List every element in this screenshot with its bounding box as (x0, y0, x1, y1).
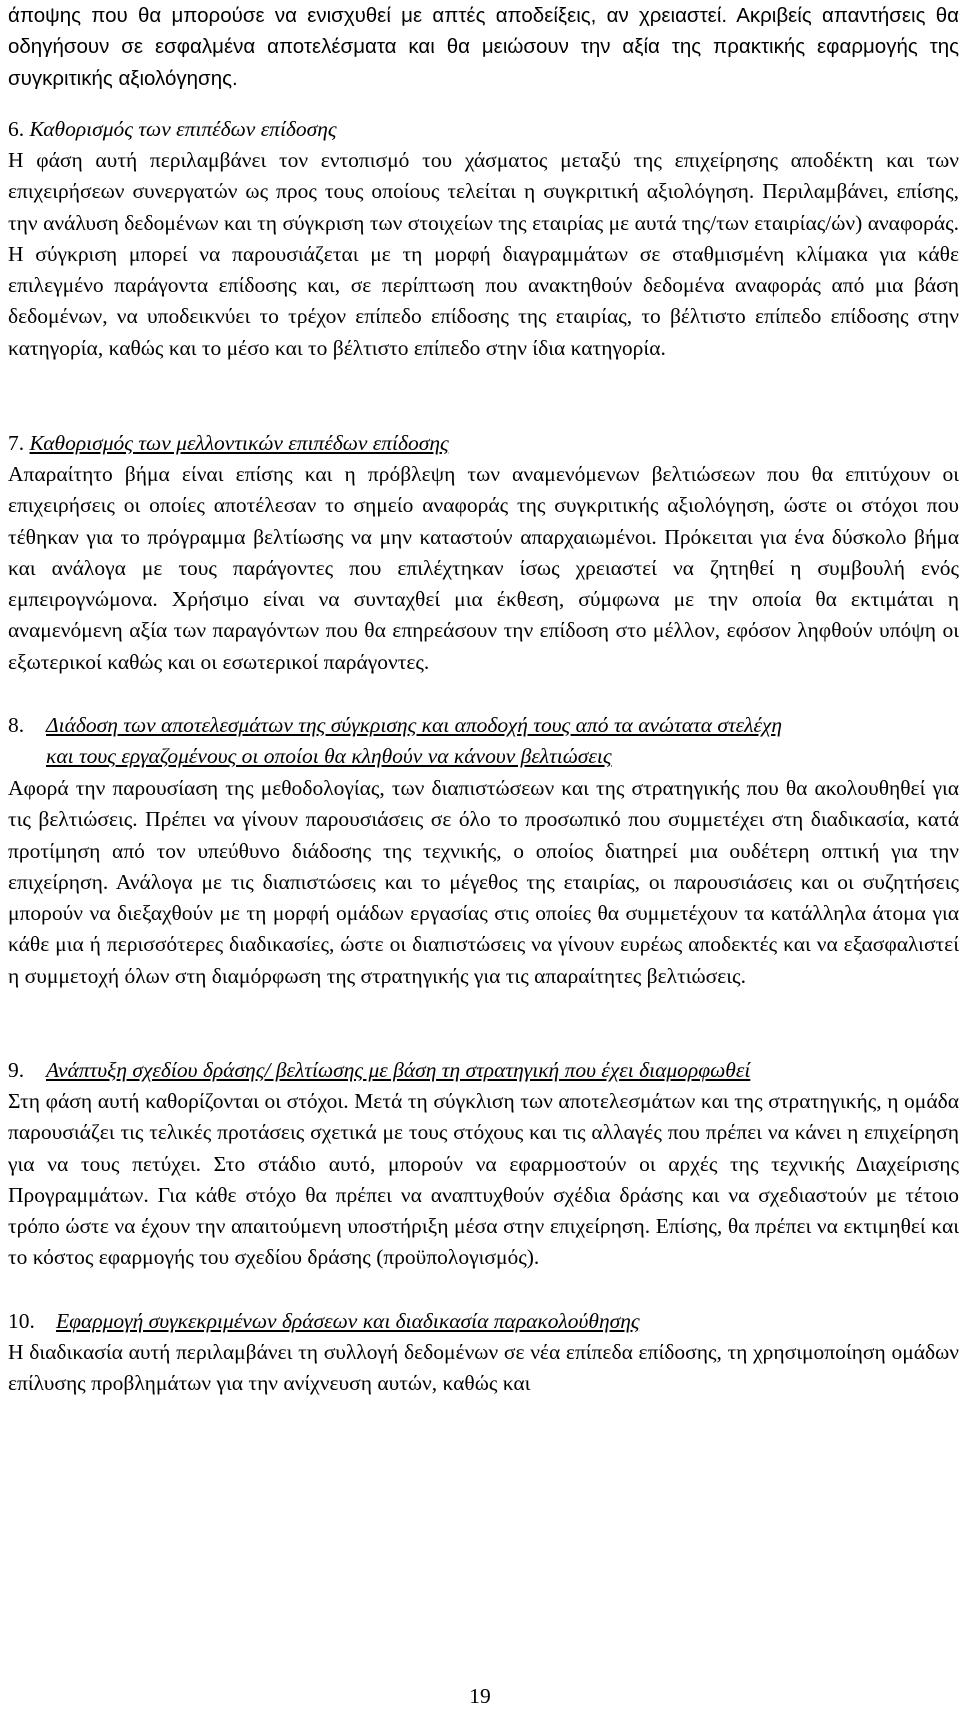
section-title: Καθορισμός των μελλοντικών επιπέδων επίδοσης (29, 431, 449, 455)
section-6-body: Η φάση αυτή περιλαμβάνει τον εντοπισμό του χάσματος μεταξύ της επιχείρησης αποδέκτη και των επιχειρήσεων συνεργατών ως προς τους οποίους τελείται η συγκριτική αξιολόγηση. Περιλαμβάνει, επίσης, την ανάλυση δεδομένων και τη σύγκριση των στοιχείων της εταιρίας με αυτά της/των εταιρίας/ών) αναφοράς. Η σύγκριση μπορεί να παρουσιάζεται με τη μορφή διαγραμμάτων σε σταθμισμένη κλίμακα για κάθε επιλεγμένο παράγοντα επίδοσης και, σε περίπτωση που ανακτηθούν δεδομένα αναφοράς από μια βάση δεδομένων, να υποδεικνύει το τρέχον επίπεδο επίδοσης της εταιρίας, το βέλτιστο επίπεδο επίδοσης στην κατηγορία, καθώς και το μέσο και το βέλτιστο επίπεδο στην ίδια κατηγορία. (8, 148, 959, 360)
section-10-body: Η διαδικασία αυτή περιλαμβάνει τη συλλογή δεδομένων σε νέα επίπεδα επίδοσης, τη χρησιμοποίηση ομάδων επίλυσης προβλημάτων για την ανίχνευση αυτών, καθώς και (8, 1340, 959, 1396)
section-number: 8. (8, 713, 25, 737)
section-8-heading-line-1 (8, 713, 782, 737)
section-number: 10. (8, 1309, 35, 1333)
section-8-body: Αφορά την παρουσίαση της μεθοδολογίας, των διαπιστώσεων και της στρατηγικής που θα ακολουθηθεί για τις βελτιώσεις. Πρέπει να γίνουν παρουσιάσεις σε όλο το προσωπικό που συμμετέχει στη διαδικασία, κατά προτίμηση από τον υπεύθυνο διάδοσης της τεχνικής, ο οποίος διατηρεί μια ουδέτερη οπτική για την επιχείρηση. Ανάλογα με τις διαπιστώσεις και το μέγεθος της εταιρίας, οι παρουσιάσεις και οι συζητήσεις μπορούν να διεξαχθούν με τη μορφή ομάδων εργασίας στις οποίες θα συμμετέχουν τα κατάλληλα άτομα για κάθε μια ή περισσότερες διαδικασίες, ώστε οι διαπιστώσεις να γίνουν ευρέως αποδεκτές και να εξασφαλιστεί η συμμετοχή όλων στη διαμόρφωση της στρατηγικής για τις απαραίτητες βελτιώσεις. (8, 776, 959, 988)
section-7-body: Απαραίτητο βήμα είναι επίσης και η πρόβλεψη των αναμενόμενων βελτιώσεων που θα επιτύχουν οι επιχειρήσεις οι οποίες αποτέλεσαν το σημείο αναφοράς της συγκριτικής αξιολόγηση, ώστε οι στόχοι που τέθηκαν για το πρόγραμμα βελτίωσης να μην καταστούν απαρχαιωμένοι. Πρόκειται για ένα δύσκολο βήμα και ανάλογα με τους παράγοντες που επιλέχτηκαν ίσως χρειαστεί να ζητηθεί η συμβουλή ενός εμπειρογνώμονα. Χρήσιμο είναι να συνταχθεί μια έκθεση, σύμφωνα με την οποία θα εκτιμάται η αναμενόμενη αξία των παραγόντων που θα επηρεάσουν την επίδοση στο μέλλον, εφόσον ληφθούν υπόψη οι εξωτερικοί καθώς και οι εσωτερικοί παράγοντες. (8, 462, 959, 674)
section-10-heading (8, 1306, 640, 1337)
section-number: 7. (8, 431, 25, 455)
section-9-heading (8, 1055, 750, 1086)
intro-paragraph: άποψης που θα μπορούσε να ενισχυθεί με απτές αποδείξεις, αν χρειαστεί. Ακριβείς απαντήσεις θα οδηγήσουν σε εσφαλμένα αποτελέσματα και θα μειώσουν την αξία της πρακτικής εφαρμογής της συγκριτικής αξιολόγησης. (8, 4, 959, 90)
section-title: Διάδοση των αποτελεσμάτων της σύγκρισης και αποδοχή τους από τα ανώτατα στελέχη (46, 713, 783, 737)
section-title: Καθορισμός των επιπέδων επίδοσης (29, 117, 337, 141)
page-number: 19 (469, 1684, 491, 1708)
section-title: Εφαρμογή συγκεκριμένων δράσεων και διαδικασία παρακολούθησης (56, 1309, 640, 1333)
section-8-heading (8, 710, 782, 773)
section-number: 9. (8, 1058, 25, 1082)
section-9-body: Στη φάση αυτή καθορίζονται οι στόχοι. Μετά τη σύγκλιση των αποτελεσμάτων και της στρατηγικής, η ομάδα παρουσιάζει τις τελικές προτάσεις σχετικά με τους στόχους και τις αλλαγές που πρέπει να κάνει η επιχείρηση για να τους πετύχει. Στο στάδιο αυτό, μπορούν να εφαρμοστούν οι αρχές της τεχνικής Διαχείρισης Προγραμμάτων. Για κάθε στόχο θα πρέπει να αναπτυχθούν σχέδια δράσης και να σχεδιαστούν με τέτοιο τρόπο ώστε να έχουν την απαιτούμενη υποστήριξη μέσα στην επιχείρηση. Επίσης, θα πρέπει να εκτιμηθεί και το κόστος εφαρμογής του σχεδίου δράσης (προϋπολογισμός). (8, 1089, 959, 1270)
section-title: Ανάπτυξη σχεδίου δράσης/ βελτίωσης με βάση τη στρατηγική που έχει διαμορφωθεί (46, 1058, 751, 1082)
section-number: 6. (8, 117, 25, 141)
section-6-heading (8, 114, 337, 145)
section-7-heading (8, 428, 449, 459)
section-8-heading-line-2 (8, 741, 782, 772)
section-title-continued: και τους εργαζομένους οι οποίοι θα κληθούν να κάνουν βελτιώσεις (46, 744, 612, 769)
